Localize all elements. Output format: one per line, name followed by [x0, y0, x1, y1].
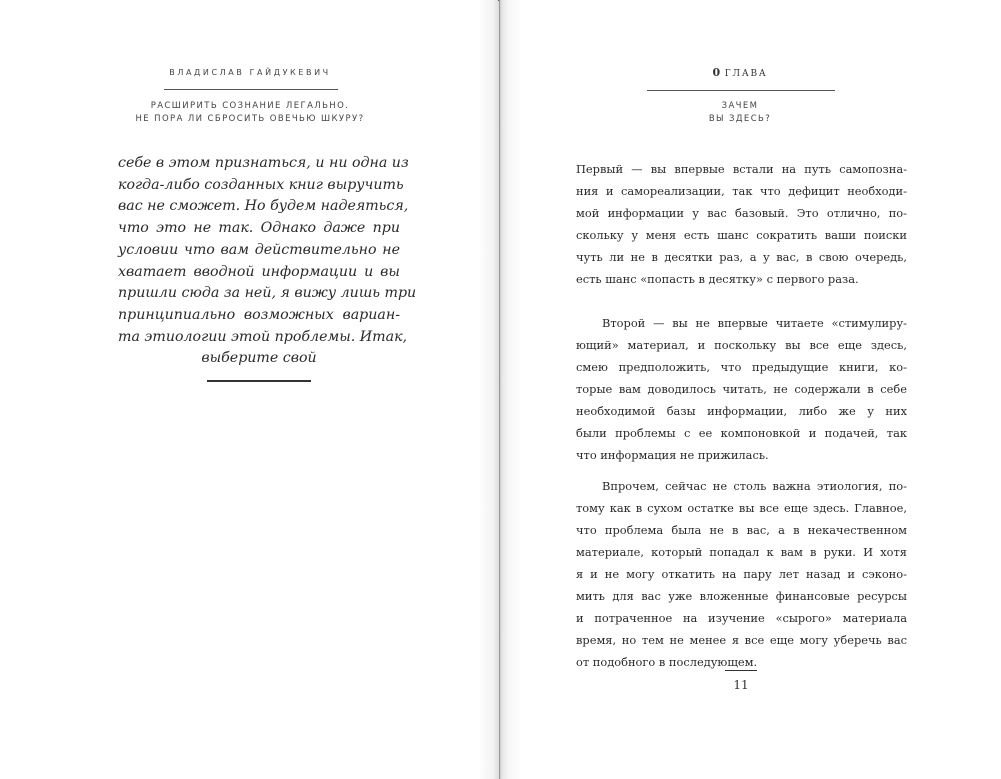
text-line: скольку у меня есть шанс сократить ваши поиски — [576, 228, 907, 242]
section-end-rule — [207, 380, 311, 382]
header-rule — [647, 90, 835, 91]
text-line: Впрочем, сейчас не столь важна этиология, по- — [602, 479, 907, 493]
left-page — [0, 0, 498, 779]
text-line: вас не сможет. Но будем надеяться, — [118, 198, 409, 215]
text-line: себе в этом признаться, и ни одна из — [118, 155, 409, 171]
left-body-text — [118, 153, 417, 370]
text-line: что это не так. Однако даже при — [118, 220, 400, 237]
text-line: мить для вас уже вложенные финансовые ресурсы — [576, 589, 907, 603]
paragraph-third — [576, 475, 907, 673]
text-line: условии что вам действительно не — [118, 241, 400, 258]
text-line: Второй — вы не впервые читаете «стимулиру- — [602, 316, 907, 330]
text-line: выберите свой — [201, 350, 317, 367]
text-line: от подобного в последующем. — [576, 655, 758, 669]
book-title-line: РАСШИРИТЬ СОЗНАНИЕ ЛЕГАЛЬНО. — [150, 101, 350, 111]
text-line: тому как в сухом остатке вы все еще здесь. Главное, — [576, 501, 907, 515]
chapter-title-line: ВЫ ЗДЕСЬ? — [708, 114, 772, 124]
chapter-number: 0 — [712, 66, 721, 79]
page-number-rule — [725, 670, 757, 671]
text-line: есть шанс «попасть в десятку» с первого раза. — [576, 272, 859, 286]
text-line: смею предположить, что предыдущие книги, ко- — [576, 360, 907, 374]
book-gutter — [499, 0, 500, 779]
text-line: ния и самореализации, так что дефицит необходи- — [576, 184, 907, 198]
text-line: материале, который попадал к вам в руки. И хотя — [576, 545, 907, 559]
text-line: когда-либо созданных книг выручить — [118, 176, 404, 193]
text-line: необходимой базы информации, либо же у них — [576, 404, 907, 418]
paragraph-first — [576, 158, 907, 290]
right-body-text — [576, 158, 907, 673]
running-head-author: ВЛАДИСЛАВ ГАЙДУКЕВИЧ — [169, 68, 331, 77]
book-gutter-shadow — [478, 0, 522, 779]
book-title-line: НЕ ПОРА ЛИ СБРОСИТЬ ОВЕЧЬЮ ШКУРУ? — [135, 114, 365, 124]
text-line: что проблема была не в вас, а в некачественном — [576, 523, 907, 537]
text-line: торые вам доводилось читать, не содержали в себе — [576, 382, 907, 396]
text-line: ющий» материал, и поскольку вы все еще здесь, — [576, 338, 907, 352]
chapter-title-line: ЗАЧЕМ — [721, 101, 759, 111]
page-number: 11 — [733, 678, 749, 692]
text-line: Первый — вы впервые встали на путь самопозна- — [576, 162, 907, 176]
text-line: я и не могу откатить на пару лет назад и сэконо- — [576, 567, 907, 581]
header-rule — [164, 89, 338, 90]
running-head-book-title — [120, 100, 380, 126]
text-line: что информация не прижилась. — [576, 448, 769, 462]
chapter-title — [640, 100, 840, 126]
paragraph-second — [576, 312, 907, 466]
text-line: мой информации у вас базовый. Это отлично, по- — [576, 206, 907, 220]
text-line: та этиологии этой проблемы. Итак, — [118, 328, 408, 345]
chapter-word: ГЛАВА — [724, 69, 768, 79]
text-line: время, но тем не менее я все еще могу уберечь вас — [576, 633, 907, 647]
text-line: и потраченное на изучение «сырого» материала — [576, 611, 907, 625]
text-line: чуть ли не в десятки раз, а у вас, в свою очередь, — [576, 250, 907, 264]
text-line: пришли сюда за ней, я вижу лишь три — [118, 285, 417, 302]
text-line: принципиально возможных вариан- — [118, 306, 400, 323]
chapter-label — [640, 66, 840, 79]
text-line: хватает вводной информации и вы — [118, 263, 400, 280]
text-line: были проблемы с ее компоновкой и подачей, так — [576, 426, 907, 440]
